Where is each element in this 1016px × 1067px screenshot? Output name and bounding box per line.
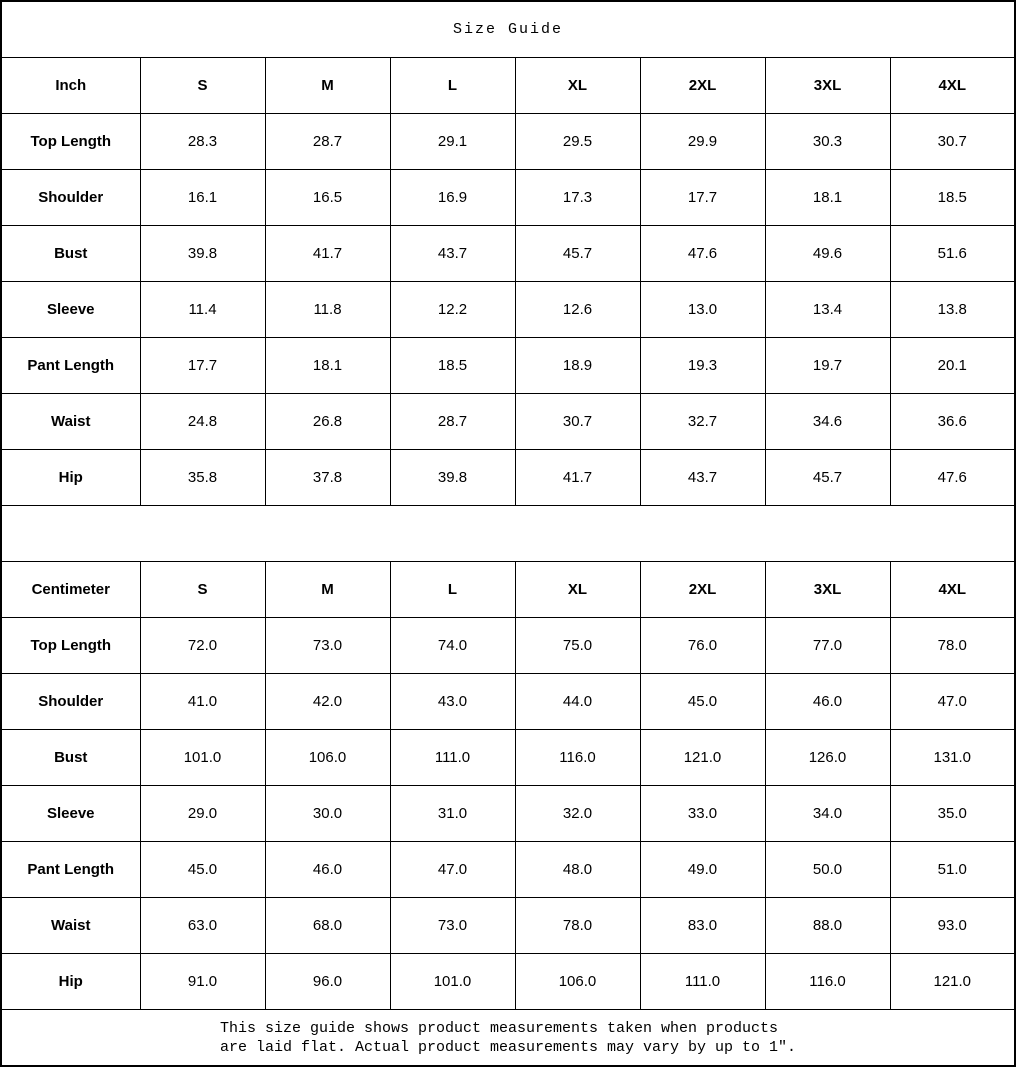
measurement-cell: 41.7 (265, 226, 390, 282)
measurement-cell: 72.0 (140, 618, 265, 674)
measurement-cell: 18.1 (765, 170, 890, 226)
table-row (1, 450, 1015, 506)
measurement-cell: 34.0 (765, 786, 890, 842)
table-row (1, 954, 1015, 1010)
size-header-2xl: 2XL (640, 58, 765, 114)
measurement-cell: 51.0 (890, 842, 1015, 898)
measurement-cell: 43.7 (390, 226, 515, 282)
measurement-cell: 47.0 (390, 842, 515, 898)
table-row (1, 842, 1015, 898)
row-label: Hip (1, 450, 140, 506)
table-row (1, 674, 1015, 730)
size-header-4xl: 4XL (890, 562, 1015, 618)
footer-note-line2: are laid flat. Actual product measurements may vary by up to 1″. (219, 1038, 797, 1056)
page-title: Size Guide (1, 1, 1015, 58)
measurement-cell: 78.0 (515, 898, 640, 954)
footer-note (220, 1019, 796, 1057)
row-label: Hip (1, 954, 140, 1010)
measurement-cell: 30.7 (890, 114, 1015, 170)
measurement-cell: 88.0 (765, 898, 890, 954)
measurement-cell: 30.0 (265, 786, 390, 842)
table-spacer (1, 506, 1015, 562)
measurement-cell: 63.0 (140, 898, 265, 954)
measurement-cell: 43.7 (640, 450, 765, 506)
measurement-cell: 43.0 (390, 674, 515, 730)
measurement-cell: 101.0 (390, 954, 515, 1010)
measurement-cell: 28.7 (265, 114, 390, 170)
measurement-cell: 106.0 (265, 730, 390, 786)
size-header-m: M (265, 562, 390, 618)
measurement-cell: 77.0 (765, 618, 890, 674)
measurement-cell: 19.7 (765, 338, 890, 394)
measurement-cell: 68.0 (265, 898, 390, 954)
cm-header-row (1, 562, 1015, 618)
measurement-cell: 33.0 (640, 786, 765, 842)
measurement-cell: 41.7 (515, 450, 640, 506)
footer-note-line1: This size guide shows product measurements taken when products (219, 1019, 779, 1037)
measurement-cell: 18.5 (390, 338, 515, 394)
size-header-m: M (265, 58, 390, 114)
size-header-2xl: 2XL (640, 562, 765, 618)
measurement-cell: 78.0 (890, 618, 1015, 674)
measurement-cell: 17.3 (515, 170, 640, 226)
measurement-cell: 12.6 (515, 282, 640, 338)
measurement-cell: 74.0 (390, 618, 515, 674)
measurement-cell: 29.0 (140, 786, 265, 842)
measurement-cell: 45.7 (515, 226, 640, 282)
measurement-cell: 18.1 (265, 338, 390, 394)
measurement-cell: 29.5 (515, 114, 640, 170)
measurement-cell: 35.0 (890, 786, 1015, 842)
size-header-xl: XL (515, 58, 640, 114)
measurement-cell: 28.7 (390, 394, 515, 450)
unit-label-centimeter: Centimeter (1, 562, 140, 618)
measurement-cell: 13.0 (640, 282, 765, 338)
measurement-cell: 11.4 (140, 282, 265, 338)
table-row (1, 730, 1015, 786)
measurement-cell: 30.7 (515, 394, 640, 450)
measurement-cell: 26.8 (265, 394, 390, 450)
measurement-cell: 47.6 (890, 450, 1015, 506)
title-row (1, 1, 1015, 58)
row-label: Sleeve (1, 282, 140, 338)
row-label: Top Length (1, 114, 140, 170)
measurement-cell: 131.0 (890, 730, 1015, 786)
measurement-cell: 49.0 (640, 842, 765, 898)
table-row (1, 786, 1015, 842)
measurement-cell: 44.0 (515, 674, 640, 730)
table-row (1, 170, 1015, 226)
measurement-cell: 29.9 (640, 114, 765, 170)
size-header-3xl: 3XL (765, 562, 890, 618)
size-header-4xl: 4XL (890, 58, 1015, 114)
measurement-cell: 28.3 (140, 114, 265, 170)
measurement-cell: 12.2 (390, 282, 515, 338)
measurement-cell: 121.0 (640, 730, 765, 786)
measurement-cell: 50.0 (765, 842, 890, 898)
measurement-cell: 51.6 (890, 226, 1015, 282)
row-label: Waist (1, 394, 140, 450)
measurement-cell: 16.1 (140, 170, 265, 226)
table-row (1, 226, 1015, 282)
measurement-cell: 34.6 (765, 394, 890, 450)
measurement-cell: 49.6 (765, 226, 890, 282)
measurement-cell: 93.0 (890, 898, 1015, 954)
row-label: Bust (1, 226, 140, 282)
table-row (1, 618, 1015, 674)
measurement-cell: 75.0 (515, 618, 640, 674)
cm-table-body (1, 618, 1015, 1010)
size-header-xl: XL (515, 562, 640, 618)
table-row (1, 338, 1015, 394)
measurement-cell: 37.8 (265, 450, 390, 506)
measurement-cell: 106.0 (515, 954, 640, 1010)
measurement-cell: 76.0 (640, 618, 765, 674)
measurement-cell: 47.6 (640, 226, 765, 282)
size-header-s: S (140, 562, 265, 618)
inch-table-body (1, 114, 1015, 506)
row-label: Waist (1, 898, 140, 954)
measurement-cell: 39.8 (140, 226, 265, 282)
table-row (1, 114, 1015, 170)
row-label: Top Length (1, 618, 140, 674)
measurement-cell: 30.3 (765, 114, 890, 170)
measurement-cell: 36.6 (890, 394, 1015, 450)
row-label: Bust (1, 730, 140, 786)
measurement-cell: 13.4 (765, 282, 890, 338)
measurement-cell: 48.0 (515, 842, 640, 898)
measurement-cell: 111.0 (390, 730, 515, 786)
size-header-s: S (140, 58, 265, 114)
measurement-cell: 83.0 (640, 898, 765, 954)
row-label: Sleeve (1, 786, 140, 842)
measurement-cell: 42.0 (265, 674, 390, 730)
measurement-cell: 73.0 (390, 898, 515, 954)
measurement-cell: 121.0 (890, 954, 1015, 1010)
measurement-cell: 46.0 (265, 842, 390, 898)
row-label: Shoulder (1, 674, 140, 730)
size-header-3xl: 3XL (765, 58, 890, 114)
table-row (1, 282, 1015, 338)
measurement-cell: 91.0 (140, 954, 265, 1010)
measurement-cell: 41.0 (140, 674, 265, 730)
measurement-cell: 32.0 (515, 786, 640, 842)
measurement-cell: 46.0 (765, 674, 890, 730)
measurement-cell: 13.8 (890, 282, 1015, 338)
measurement-cell: 96.0 (265, 954, 390, 1010)
measurement-cell: 39.8 (390, 450, 515, 506)
measurement-cell: 18.5 (890, 170, 1015, 226)
size-header-l: L (390, 562, 515, 618)
measurement-cell: 35.8 (140, 450, 265, 506)
measurement-cell: 17.7 (640, 170, 765, 226)
row-label: Shoulder (1, 170, 140, 226)
measurement-cell: 111.0 (640, 954, 765, 1010)
row-label: Pant Length (1, 338, 140, 394)
measurement-cell: 20.1 (890, 338, 1015, 394)
size-header-l: L (390, 58, 515, 114)
measurement-cell: 32.7 (640, 394, 765, 450)
measurement-cell: 45.7 (765, 450, 890, 506)
table-row (1, 394, 1015, 450)
measurement-cell: 29.1 (390, 114, 515, 170)
footer-note-cell (1, 1010, 1015, 1067)
inch-header-row (1, 58, 1015, 114)
measurement-cell: 24.8 (140, 394, 265, 450)
measurement-cell: 17.7 (140, 338, 265, 394)
measurement-cell: 18.9 (515, 338, 640, 394)
measurement-cell: 11.8 (265, 282, 390, 338)
spacer-row (1, 506, 1015, 562)
measurement-cell: 116.0 (765, 954, 890, 1010)
measurement-cell: 16.9 (390, 170, 515, 226)
measurement-cell: 47.0 (890, 674, 1015, 730)
footer-row (1, 1010, 1015, 1067)
measurement-cell: 31.0 (390, 786, 515, 842)
measurement-cell: 126.0 (765, 730, 890, 786)
table-row (1, 898, 1015, 954)
measurement-cell: 16.5 (265, 170, 390, 226)
unit-label-inch: Inch (1, 58, 140, 114)
measurement-cell: 45.0 (640, 674, 765, 730)
measurement-cell: 73.0 (265, 618, 390, 674)
row-label: Pant Length (1, 842, 140, 898)
measurement-cell: 116.0 (515, 730, 640, 786)
measurement-cell: 45.0 (140, 842, 265, 898)
measurement-cell: 19.3 (640, 338, 765, 394)
measurement-cell: 101.0 (140, 730, 265, 786)
